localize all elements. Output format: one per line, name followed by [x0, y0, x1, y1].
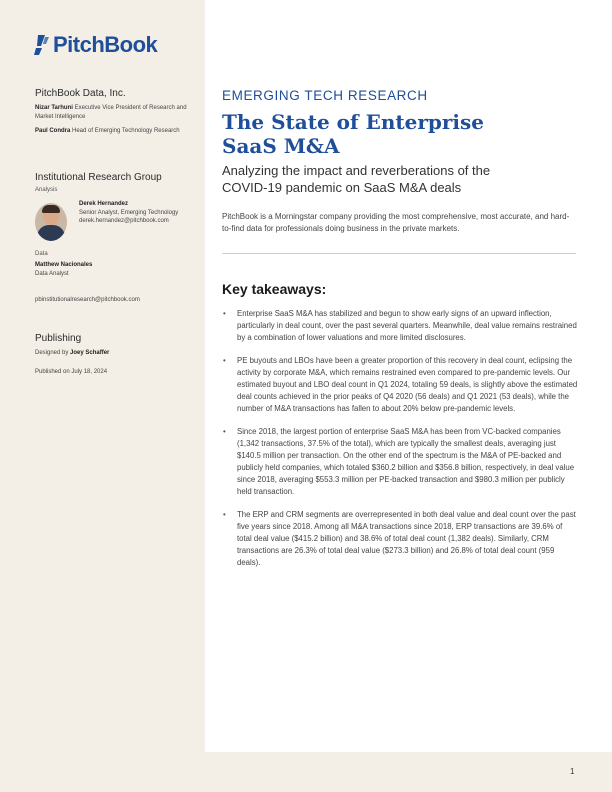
title-line-2: SaaS M&A [222, 134, 340, 158]
title-line-1: The State of Enterprise [222, 110, 484, 134]
sidebar-person-2 [35, 127, 195, 136]
analyst-title: Senior Analyst, Emerging Technology [79, 209, 179, 216]
sidebar-data-label: Data [35, 251, 48, 257]
takeaways-list [222, 308, 578, 580]
analyst-name: Derek Hernandez [79, 201, 129, 207]
sidebar-company: PitchBook Data, Inc. [35, 88, 126, 99]
page-title [222, 110, 578, 158]
pitchbook-logo [33, 32, 157, 58]
intro-paragraph: PitchBook is a Morningstar company providing the most comprehensive, most accurate, and hard-to-find data for professionals doing business in the private markets. [222, 212, 570, 233]
takeaway-item: • PE buyouts and LBOs have been a greater proportion of this recovery in deal count, eclipsing the activity by corporate M&A, which remains restrained even compared to pre-pandemic levels. Our estimated buyout and LBO deal count in Q1 2024, totaling 59 deals, is slightly above the estimated deal counts achieved in the prior peaks of Q4 2020 (56 deals) and Q1 2021 (53 deals), while the number of M&A transactions has fallen to about 20% below pre-pandemic levels. [222, 355, 578, 415]
pitchbook-logo-mark-icon [33, 34, 50, 56]
person-role: Executive Vice President of Research and Market Intelligence [35, 105, 187, 120]
eyebrow-label: EMERGING TECH RESEARCH [222, 88, 428, 103]
page-subtitle [222, 162, 578, 196]
contact-email[interactable]: pbinstitutionalresearch@pitchbook.com [35, 297, 140, 303]
sidebar-publishing-title: Publishing [35, 333, 82, 344]
person-role: Head of Emerging Technology Research [72, 128, 180, 134]
takeaway-item: • Since 2018, the largest portion of enterprise SaaS M&A has been from VC-backed companies (1,342 transactions, 37.5% of the total), which are typically the smallest deals, averaging just $140.5 million per transaction. On the other end of the spectrum is the M&A of PE-backed and publicly held companies, which totaled $360.2 billion and $356.8 billion, respectively, in deal value since 2018, averaging $553.3 million per PE-backed transaction and $980.3 million per publicly held transaction. [222, 426, 578, 498]
footer-band [0, 752, 612, 792]
designer-name: Joey Schaffer [70, 350, 110, 356]
sidebar-analysis-label: Analysis [35, 187, 58, 193]
takeaway-item: • Enterprise SaaS M&A has stabilized and begun to show early signs of an upward inflection, particularly in deal count, over the past several quarters. Meanwhile, deal value remains restrained by a combination of lower valuations and more limited disclosures. [222, 308, 578, 344]
sidebar-data-person [35, 261, 195, 279]
analyst-photo [35, 203, 67, 241]
subtitle-line-1: Analyzing the impact and reverberations of the [222, 163, 491, 178]
person-name: Matthew Nacionales [35, 262, 93, 268]
divider [222, 253, 576, 254]
takeaway-item: • The ERP and CRM segments are overrepresented in both deal value and deal count over the past five years since 2018. Among all M&A transactions since 2018, ERP transactions are 39.6% of total deal value ($415.2 billion) and 38.6% of total deal count (1,382 deals). Similarly, CRM transactions are 26.3% of total deal value ($273.3 billion) and 26.8% of total deal count (959 deals). [222, 509, 578, 569]
person-name: Paul Condra [35, 128, 71, 134]
sidebar-person-1 [35, 104, 195, 122]
person-name: Nizar Tarhuni [35, 105, 73, 111]
page-number: 1 [570, 767, 575, 776]
analyst-profile [35, 200, 199, 241]
person-role: Data Analyst [35, 271, 69, 277]
designed-by-label: Designed by [35, 350, 69, 356]
logo-wordmark: PitchBook [53, 32, 158, 57]
analyst-info [79, 200, 199, 241]
sidebar-group-title: Institutional Research Group [35, 172, 162, 183]
analyst-email[interactable]: derek.hernandez@pitchbook.com [79, 218, 169, 224]
published-date: Published on July 18, 2024 [35, 369, 108, 375]
subtitle-line-2: COVID-19 pandemic on SaaS M&A deals [222, 180, 462, 195]
takeaways-heading: Key takeaways: [222, 281, 327, 297]
sidebar-designer [35, 349, 195, 358]
